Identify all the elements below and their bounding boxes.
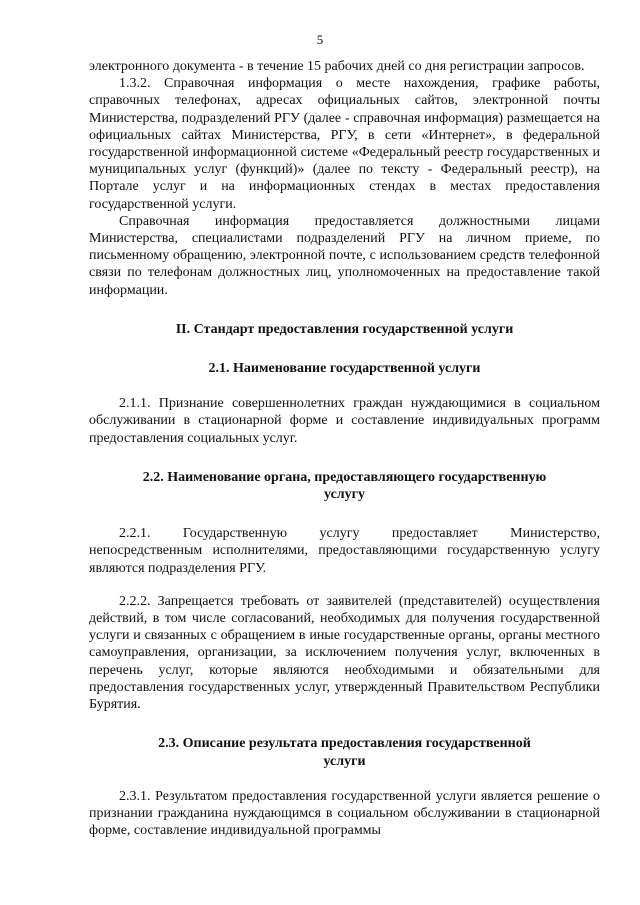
- page-number: 5: [316, 32, 324, 47]
- paragraph-2-3-1: 2.3.1. Результатом предоставления государственной услуги является решение о признании гражданина нуждающимся в социальном обслуживании в стационарной форме, составление индивидуальной программы: [89, 788, 600, 839]
- paragraph-1-3-2: 1.3.2. Справочная информация о месте нахождения, графике работы, справочных телефонах, адресах официальных сайтов, электронной почты Министерства, подразделений РГУ (далее - справочная информация) размещается на официальных сайтах Министерства, РГУ, в сети «Интернет», в федеральной государственной информационной системе «Федеральный реестр государственных и муниципальных услуг (функций)» (далее по тексту - Федеральный реестр), на Портале услуг и на информационных стендах в местах предоставления государственной услуги.: [89, 76, 600, 212]
- document-body: [89, 58, 600, 839]
- heading-2-3: [89, 735, 600, 769]
- heading-2-2-line2: услугу: [324, 487, 365, 503]
- heading-2-3-line1: 2.3. Описание результата предоставления государственной: [158, 736, 531, 752]
- paragraph-reference-info: Справочная информация предоставляется должностными лицами Министерства, специалистами подразделений РГУ на личном приеме, по письменному обращению, электронной почте, с использованием средств телефонной связи по телефонам должностных лиц, уполномоченных на предоставление такой информации.: [89, 213, 600, 298]
- paragraph-2-1-1: 2.1.1. Признание совершеннолетних граждан нуждающимися в социальном обслуживании в стационарной форме и составление индивидуальных программ предоставления социальных услуг.: [89, 396, 600, 446]
- heading-2-2-line1: 2.2. Наименование органа, предоставляющего государственную: [142, 469, 547, 485]
- heading-section-2: II. Стандарт предоставления государственной услуги: [175, 321, 514, 337]
- paragraph-2-2-1: 2.2.1. Государственную услугу предоставляет Министерство, непосредственным исполнителями, предоставляющими государственную услугу являются подразделения РГУ.: [89, 526, 600, 576]
- heading-2-3-line2: услуги: [323, 753, 366, 769]
- heading-2-1: 2.1. Наименование государственной услуги: [208, 361, 481, 377]
- heading-2-2: [89, 469, 600, 503]
- paragraph-continuation: электронного документа - в течение 15 рабочих дней со дня регистрации запросов.: [89, 59, 585, 74]
- paragraph-2-2-2: 2.2.2. Запрещается требовать от заявителей (представителей) осуществления действий, в том числе согласований, необходимых для получения государственной услуги и связанных с обращением в иные государственные органы, органы местного самоуправления, организации, за исключением получения услуг, включенных в перечень услуг, которые являются необходимыми и обязательными для предоставления государственных услуг, утвержденный Правительством Республики Бурятия.: [89, 593, 600, 713]
